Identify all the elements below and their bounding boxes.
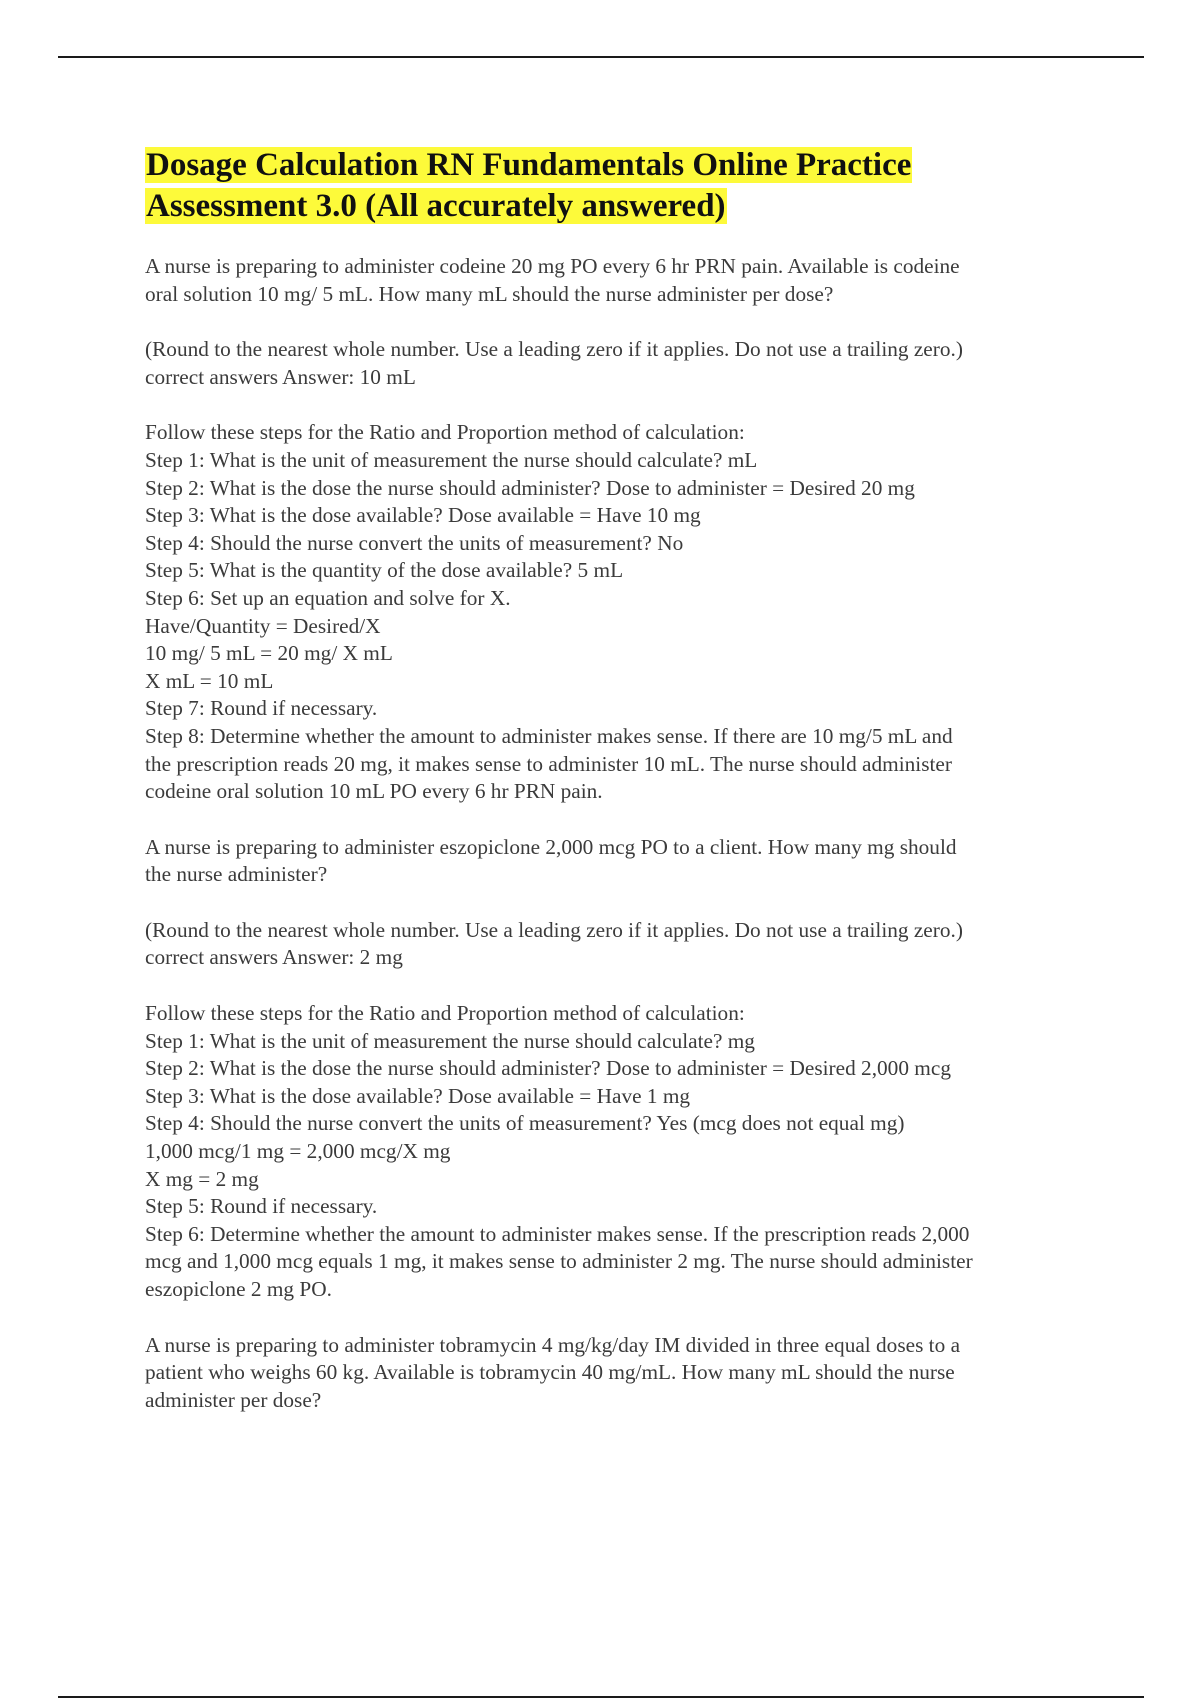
q2-steps — [145, 1000, 1090, 1304]
q2-question-line: A nurse is preparing to administer eszopiclone 2,000 mcg PO to a client. How many mg should — [145, 834, 957, 859]
q2-step-line: Follow these steps for the Ratio and Proportion method of calculation: — [145, 1001, 745, 1026]
q2-instruction: (Round to the nearest whole number. Use a leading zero if it applies. Do not use a trailing zero.) — [145, 917, 963, 942]
q1-step-line: Step 4: Should the nurse convert the units of measurement? No — [145, 530, 684, 555]
q1-equation-line: 10 mg/ 5 mL = 20 mg/ X mL — [145, 641, 393, 666]
q2-equation-line: X mg = 2 mg — [145, 1166, 259, 1191]
q2-equation-line: 1,000 mcg/1 mg = 2,000 mcg/X mg — [145, 1139, 451, 1164]
q2-step-line: Step 5: Round if necessary. — [145, 1194, 378, 1219]
q1-step-line: Step 5: What is the quantity of the dose available? 5 mL — [145, 558, 624, 583]
q3-question-line: patient who weighs 60 kg. Available is tobramycin 40 mg/mL. How many mL should the nurse — [145, 1360, 955, 1385]
q3-question — [145, 1332, 1090, 1415]
title-line-2: Assessment 3.0 (All accurately answered) — [146, 188, 726, 224]
q1-equation-line: Have/Quantity = Desired/X — [145, 613, 381, 638]
q2-answer — [145, 917, 1090, 972]
top-rule — [58, 56, 1144, 58]
q1-step-line: Follow these steps for the Ratio and Proportion method of calculation: — [145, 420, 745, 445]
q1-step-line: Step 1: What is the unit of measurement the nurse should calculate? mL — [145, 447, 758, 472]
q2-step-line: Step 4: Should the nurse convert the units of measurement? Yes (mcg does not equal mg) — [145, 1111, 905, 1136]
q3-question-line: A nurse is preparing to administer tobramycin 4 mg/kg/day IM divided in three equal doses to a — [145, 1332, 961, 1357]
q1-step-line: codeine oral solution 10 mL PO every 6 hr PRN pain. — [145, 779, 603, 804]
q1-question-line: oral solution 10 mg/ 5 mL. How many mL should the nurse administer per dose? — [145, 281, 834, 306]
q1-equation-line: X mL = 10 mL — [145, 668, 274, 693]
q2-step-line: Step 1: What is the unit of measurement the nurse should calculate? mg — [145, 1028, 755, 1053]
q1-step-line: Step 2: What is the dose the nurse should administer? Dose to administer = Desired 20 mg — [145, 475, 915, 500]
q1-step-line: the prescription reads 20 mg, it makes sense to administer 10 mL. The nurse should administer — [145, 751, 952, 776]
document-title — [145, 145, 1090, 227]
q2-correct-answer: correct answers Answer: 2 mg — [145, 945, 403, 970]
q1-correct-answer: correct answers Answer: 10 mL — [145, 364, 416, 389]
q2-question — [145, 834, 1090, 889]
q2-step-line: eszopiclone 2 mg PO. — [145, 1277, 332, 1301]
title-line-1: Dosage Calculation RN Fundamentals Online Practice — [146, 147, 912, 183]
q3-question-line: administer per dose? — [145, 1387, 322, 1412]
q1-question-line: A nurse is preparing to administer codeine 20 mg PO every 6 hr PRN pain. Available is codeine — [145, 254, 960, 278]
q2-step-line: Step 3: What is the dose available? Dose available = Have 1 mg — [145, 1083, 691, 1108]
q1-step-line: Step 7: Round if necessary. — [145, 696, 378, 721]
document-body — [145, 145, 1090, 1442]
q2-question-line: the nurse administer? — [145, 862, 328, 887]
q1-steps — [145, 419, 1090, 805]
q1-answer — [145, 336, 1090, 391]
q1-instruction: (Round to the nearest whole number. Use a leading zero if it applies. Do not use a trailing zero.) — [145, 337, 963, 362]
q2-step-line: Step 2: What is the dose the nurse should administer? Dose to administer = Desired 2,000 mcg — [145, 1056, 951, 1081]
q2-step-line: Step 6: Determine whether the amount to administer makes sense. If the prescription reads 2,000 — [145, 1221, 970, 1246]
q1-step-line: Step 8: Determine whether the amount to administer makes sense. If there are 10 mg/5 mL and — [145, 723, 953, 748]
q2-step-line: mcg and 1,000 mcg equals 1 mg, it makes sense to administer 2 mg. The nurse should administer — [145, 1249, 973, 1274]
q1-question — [145, 253, 1090, 308]
bottom-rule — [58, 1696, 1144, 1698]
q1-step-line: Step 3: What is the dose available? Dose available = Have 10 mg — [145, 503, 701, 528]
q1-step-line: Step 6: Set up an equation and solve for X. — [145, 585, 511, 610]
